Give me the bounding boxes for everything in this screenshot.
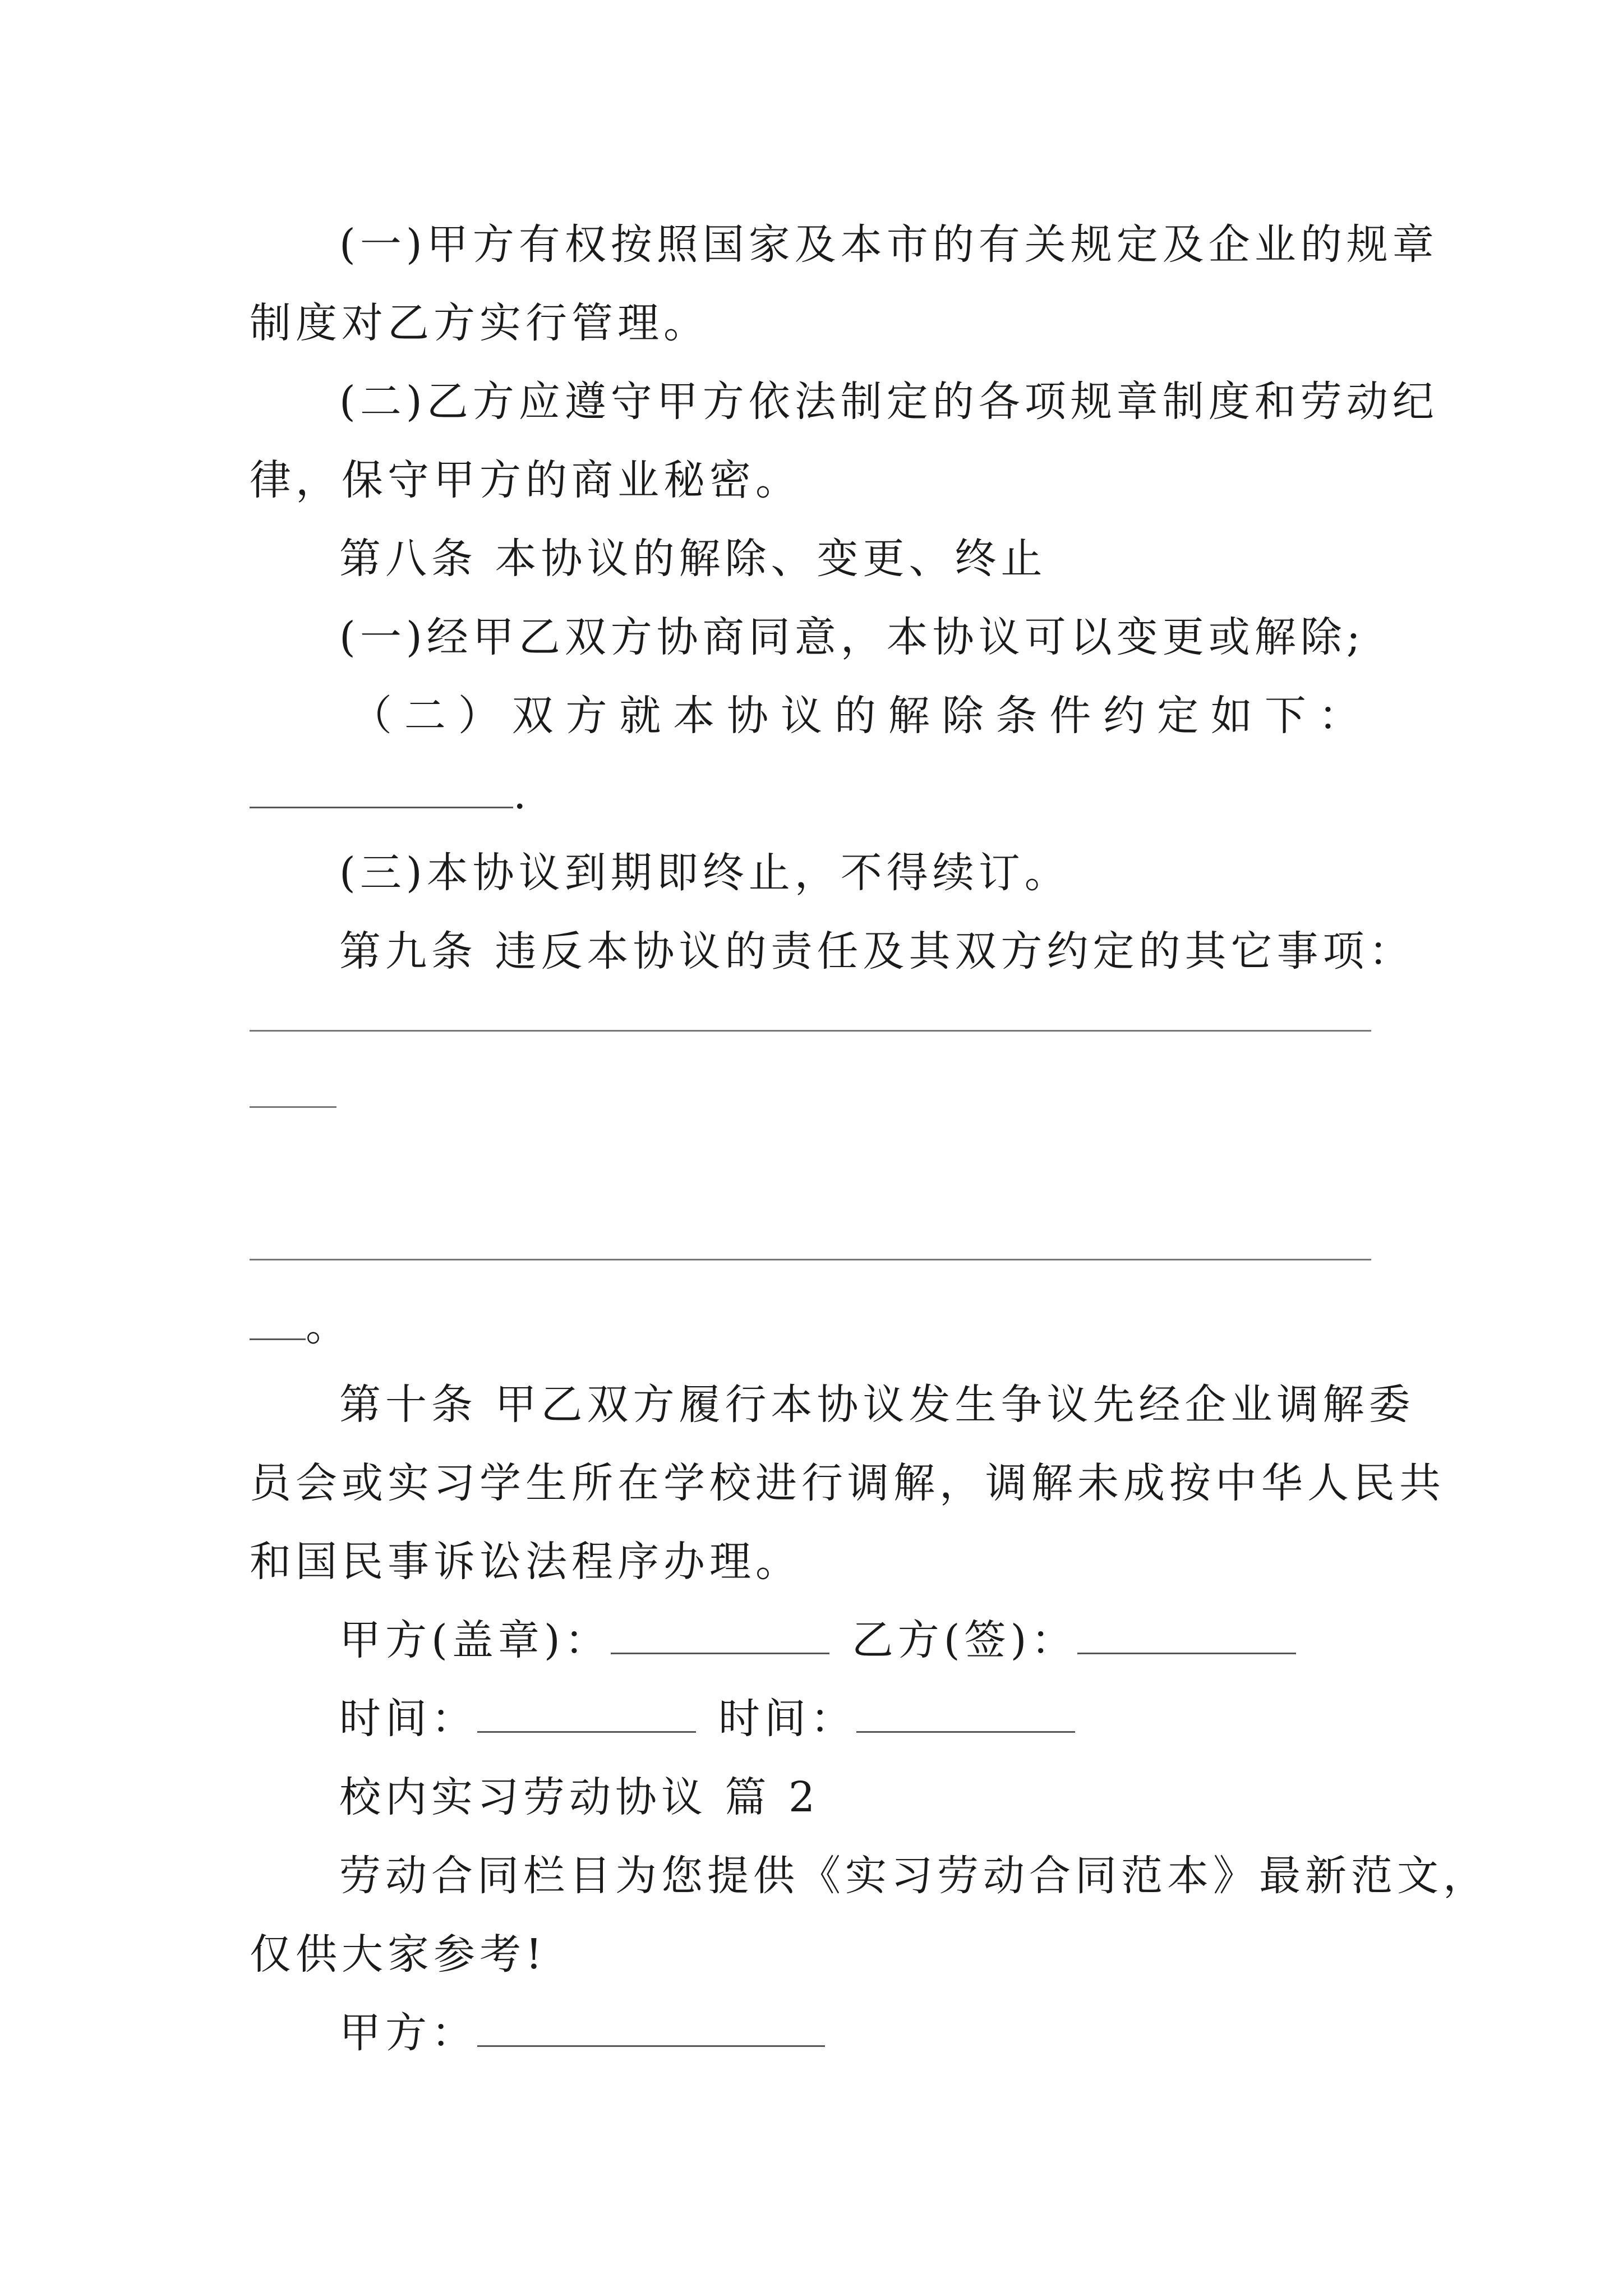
blank-rule-1-end [250, 1106, 336, 1108]
time-b-field[interactable] [856, 1692, 1075, 1733]
blank-rule-2 [250, 1259, 1371, 1260]
clause-2-char: 方 [565, 692, 607, 740]
clause-2-end-period: . [513, 770, 531, 818]
clause-2-char: 双 [511, 692, 554, 740]
article-10-line-3: 和国民事诉讼法程序办理。 [250, 1538, 801, 1586]
paragraph-2-line-2: 律，保守甲方的商业秘密。 [250, 456, 801, 504]
section-2-party-a-label: 甲方： [339, 2009, 477, 2057]
paragraph-1-line-2: 制度对乙方实行管理。 [250, 299, 709, 347]
section-2-intro-line-1: 劳动合同栏目为您提供《实习劳动合同范本》最新范文， [339, 1852, 1489, 1900]
clause-2-char: 本 [673, 692, 715, 740]
clause-2-char: 除 [942, 692, 984, 740]
blank-rule-2-end-line [250, 1299, 1394, 1353]
signature-line-parties [339, 1613, 1394, 1667]
party-b-sign-field[interactable] [1077, 1613, 1296, 1654]
article-8-clause-1: (一)经甲乙双方协商同意，本协议可以变更或解除; [339, 613, 1365, 661]
clause-2-char: ： [1318, 692, 1360, 740]
clause-2-char: 件 [1049, 692, 1091, 740]
party-b-sign-label: 乙方(签)： [851, 1616, 1077, 1664]
article-10-line-1: 第十条 甲乙双方履行本协议发生争议先经企业调解委 [339, 1381, 1415, 1429]
blank-rule-1 [250, 1030, 1371, 1032]
article-8-title: 第八条 本协议的解除、变更、终止 [339, 535, 1047, 583]
paragraph-1-line-1: (一)甲方有权按照国家及本市的有关规定及企业的规章 [339, 220, 1438, 269]
party-a-seal-field[interactable] [611, 1613, 829, 1654]
clause-2-char: 的 [834, 692, 876, 740]
clause-2-char: 就 [619, 692, 661, 740]
clause-2-char: 定 [1157, 692, 1199, 740]
clause-2-char: ） [458, 692, 500, 740]
party-a-seal-label: 甲方(盖章)： [339, 1616, 611, 1664]
clause-2-char: 约 [1103, 692, 1145, 740]
section-2-intro-line-2: 仅供大家参考! [250, 1930, 547, 1978]
clause-2-char: 如 [1211, 692, 1252, 740]
section-2-title: 校内实习劳动协议 篇 2 [339, 1773, 820, 1821]
article-8-clause-3: (三)本协议到期即终止，不得续订。 [339, 849, 1071, 897]
clause-2-char: 协 [727, 692, 769, 740]
clause-2-char: 二 [404, 692, 446, 740]
paragraph-2-line-1: (二)乙方应遵守甲方依法制定的各项规章制度和劳动纪 [339, 378, 1438, 426]
clause-2-char: 解 [888, 692, 930, 740]
clause-2-char: （ [351, 692, 392, 740]
fill-blank [250, 1299, 306, 1340]
clause-2-char: 下 [1264, 692, 1306, 740]
clause-2-char: 条 [995, 692, 1038, 740]
article-10-line-2: 员会或实习学生所在学校进行调解，调解未成按中华人民共 [250, 1459, 1445, 1507]
article-8-clause-2-blank-line [250, 767, 1394, 821]
signature-line-times [339, 1692, 1394, 1746]
article-9-end-mark: 。 [306, 1302, 352, 1350]
time-a-label: 时间： [339, 1695, 477, 1743]
article-8-clause-2-line [351, 689, 1360, 743]
article-9-title: 第九条 违反本协议的责任及其双方约定的其它事项： [339, 927, 1415, 976]
section-2-party-a-field[interactable] [477, 2006, 825, 2047]
fill-blank [250, 767, 513, 808]
clause-2-char: 议 [781, 692, 822, 740]
time-a-field[interactable] [477, 1692, 696, 1733]
time-b-label: 时间： [718, 1695, 856, 1743]
section-2-party-a-line [339, 2006, 1394, 2060]
